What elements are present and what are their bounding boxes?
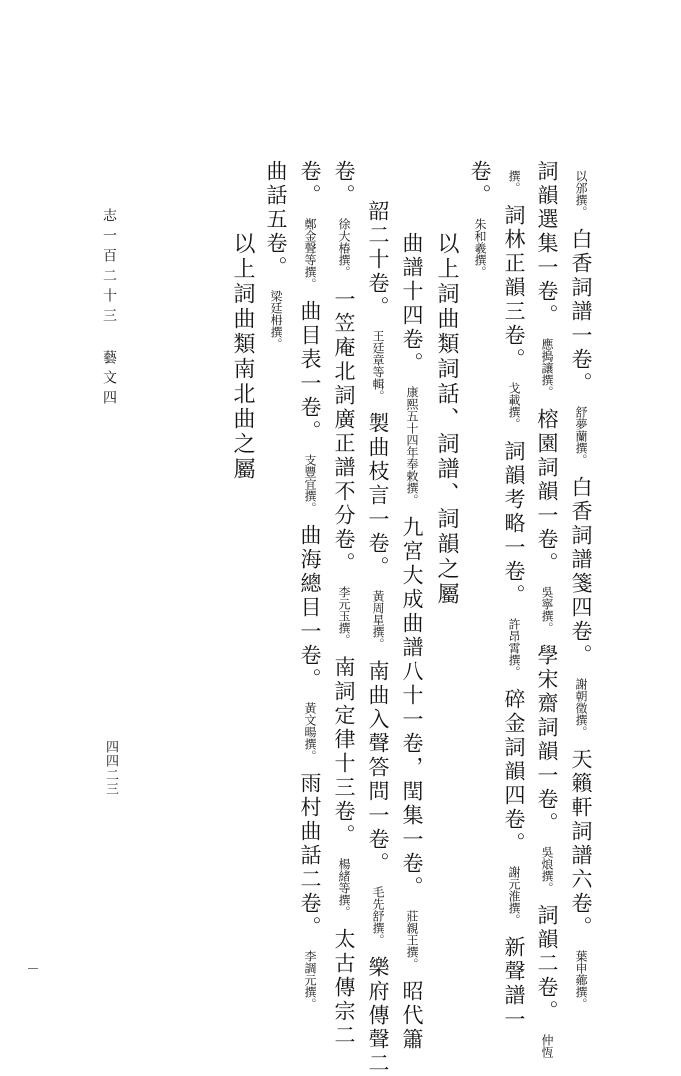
title-text: 昭代簫 [400,980,424,1052]
title-text: 一笠庵北詞廣正譜不分卷。 [332,288,356,576]
author-note: 康熙五十四年奉敕撰。 [405,386,419,506]
author-note: 徐大椿撰。 [337,218,351,278]
text-column-7 [333,160,354,1048]
title-text: 曲海總目一卷。 [298,524,322,692]
author-note: 葉申薌撰。 [574,950,588,1010]
text-column-8 [299,160,320,1020]
title-text: 韶二十卷。 [366,200,390,320]
title-text: 白香詞譜一卷。 [569,228,593,396]
title-text: 詞林正韻三卷。 [502,204,526,372]
author-note: 吳寧撰。 [540,586,554,634]
author-note: 李元玉撰。 [337,586,351,646]
author-note: 仲恆 [540,1034,554,1058]
author-note: 以邠撰。 [574,170,588,218]
text-column-4 [469,160,490,288]
title-text: 曲目表一卷。 [298,300,322,444]
title-text: 樂府傳聲二 [366,956,390,1076]
author-note: 毛先舒撰。 [371,886,385,946]
section-heading-1: 以上詞曲類詞話、詞譜、詞韻之屬 [434,232,459,607]
author-note: 李調元撰。 [303,950,317,1010]
title-text: 九宮大成曲譜八十一卷，閏集一卷。 [400,516,424,900]
title-text: 南詞定律十三卷。 [332,656,356,848]
title-text: 卷。 [468,160,492,208]
text-column-1 [570,160,591,1020]
title-text: 卷。 [332,160,356,208]
text-column-6 [367,200,388,1076]
author-note: 莊親王撰。 [405,910,419,970]
author-note: 撰。 [507,170,521,194]
title-text: 南曲入聲答問一卷。 [366,660,390,876]
text-column-2 [536,160,557,1068]
author-note: 黃周星撰。 [371,590,385,650]
title-text: 曲話五卷。 [264,160,288,280]
margin-mark [28,968,38,969]
author-note: 戈載撰。 [507,382,521,430]
author-note: 支豐宜撰。 [303,454,317,514]
text-column-5 [401,232,422,1052]
title-text: 榕園詞韻一卷。 [535,408,559,576]
running-header: 志一百二十三 藝文四 [101,208,117,410]
title-text: 新聲譜一 [502,936,526,1032]
title-text: 卷。 [298,160,322,208]
title-text: 詞韻考略一卷。 [502,440,526,608]
page-number: 四四二三 [103,740,118,796]
author-note: 許昂霄撰。 [507,618,521,678]
author-note: 王廷章等輯。 [371,330,385,402]
author-note: 應搗讓撰。 [540,338,554,398]
title-text: 曲譜十四卷。 [400,232,424,376]
title-text: 碎金詞韻四卷。 [502,688,526,856]
author-note: 梁廷枏撰。 [269,290,283,350]
section-heading-2: 以上詞曲類南北曲之屬 [230,232,255,482]
author-note: 朱和羲撰。 [473,218,487,278]
author-note: 謝朝徵撰。 [574,678,588,738]
title-text: 天籟軒詞譜六卷。 [569,748,593,940]
author-note: 鄭金聲等撰。 [303,218,317,290]
text-column-9 [265,160,286,360]
author-note: 舒夢蘭撰。 [574,406,588,466]
author-note: 謝元淮撰。 [507,866,521,926]
title-text: 學宋齋詞韻一卷。 [535,644,559,836]
title-text: 詞韻選集一卷。 [535,160,559,328]
title-text: 白香詞譜箋四卷。 [569,476,593,668]
title-text: 製曲枝言一卷。 [366,412,390,580]
author-note: 吳烺撰。 [540,846,554,894]
title-text: 太古傳宗二 [332,928,356,1048]
title-text: 詞韻二卷。 [535,904,559,1024]
author-note: 黃文暘撰。 [303,702,317,762]
title-text: 雨村曲話二卷。 [298,772,322,940]
text-column-3 [503,160,524,1032]
author-note: 楊緒等撰。 [337,858,351,918]
